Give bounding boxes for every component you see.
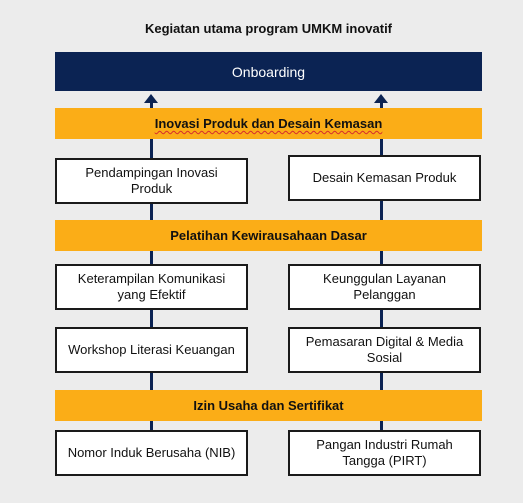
box-pendampingan-inovasi: [55, 158, 248, 204]
box-workshop-literasi: [55, 327, 248, 373]
onboarding-box: [55, 52, 482, 91]
box-label: Keunggulan Layanan Pelanggan: [323, 271, 446, 302]
box-label: Keterampilan Komunikasi yang Efektif: [77, 271, 226, 302]
box-keunggulan-layanan: [288, 264, 481, 310]
right-up-arrow-icon: [374, 94, 388, 103]
box-label: Pangan Industri Rumah Tangga (PIRT): [316, 437, 453, 468]
box-keterampilan-komunikasi: [55, 264, 248, 310]
banner-label: Inovasi Produk dan Desain Kemasan: [154, 116, 383, 131]
box-label: Pendampingan Inovasi Produk: [85, 165, 218, 196]
left-up-arrow-icon: [144, 94, 158, 103]
banner-label: Pelatihan Kewirausahaan Dasar: [170, 228, 367, 243]
banner-izin-usaha: [55, 390, 482, 421]
box-pangan-industri: [288, 430, 481, 476]
box-label: Pemasaran Digital & Media Sosial: [305, 334, 464, 365]
banner-pelatihan-kewirausahaan: [55, 220, 482, 251]
box-label: Workshop Literasi Keuangan: [68, 342, 235, 357]
box-desain-kemasan: [288, 155, 481, 201]
box-label: Desain Kemasan Produk: [312, 170, 457, 185]
box-pemasaran-digital: [288, 327, 481, 373]
box-nomor-induk-berusaha: [55, 430, 248, 476]
box-label: Nomor Induk Berusaha (NIB): [67, 445, 236, 460]
onboarding-label: Onboarding: [231, 63, 306, 80]
diagram-title: Kegiatan utama program UMKM inovatif: [144, 21, 393, 36]
banner-label: Izin Usaha dan Sertifikat: [193, 398, 344, 413]
banner-inovasi-produk: [55, 108, 482, 139]
